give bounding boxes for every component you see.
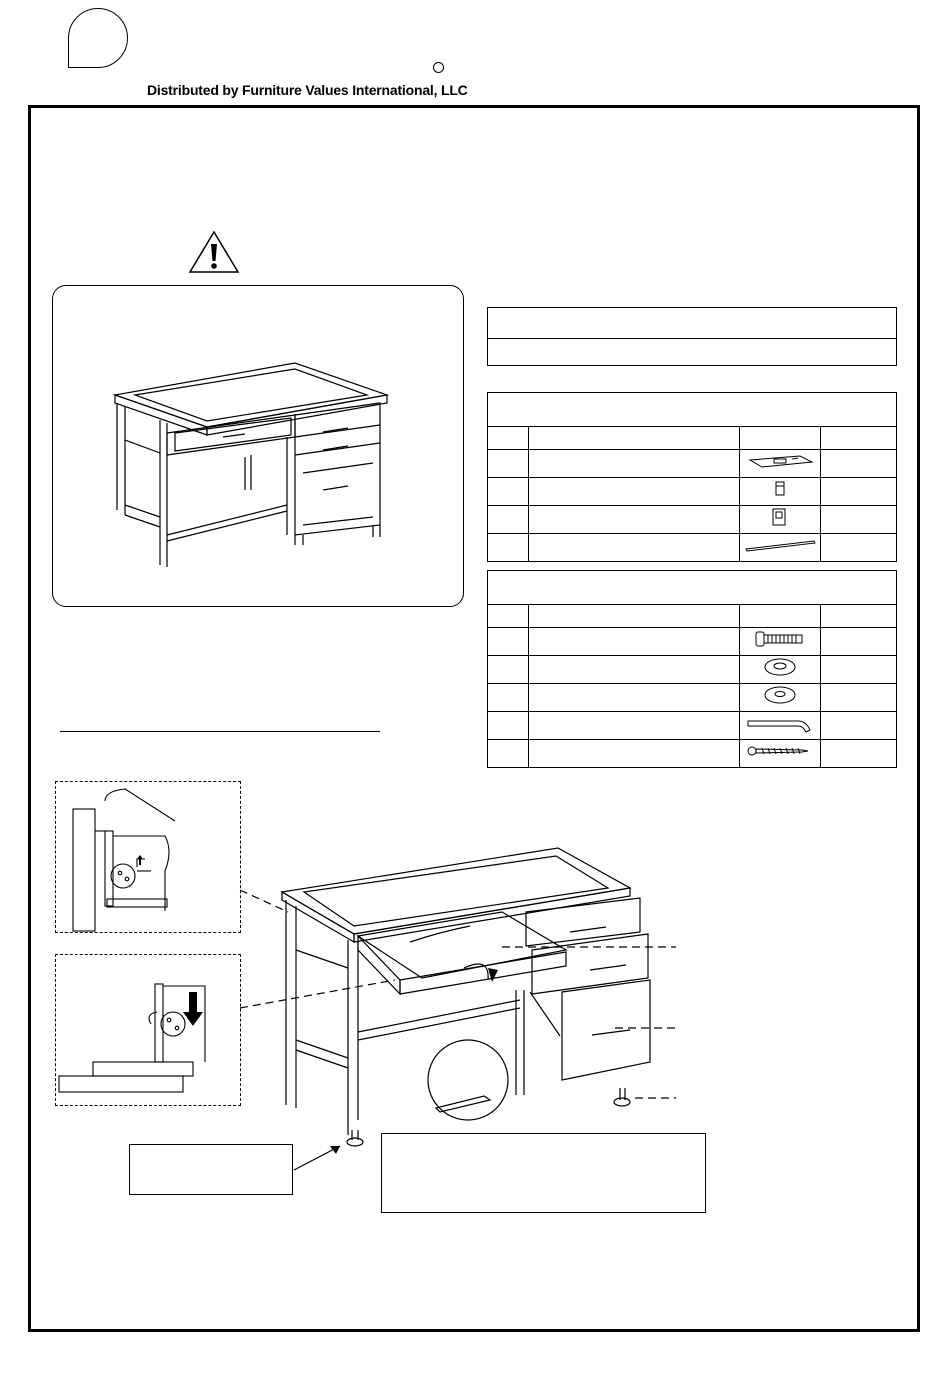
desk-overview-illustration <box>105 355 395 570</box>
logo-icon <box>68 8 128 68</box>
part-panel-icon <box>740 450 821 478</box>
flat-washer-icon <box>740 684 821 712</box>
wood-screw-icon <box>740 740 821 768</box>
desk-assembly-illustration <box>240 840 690 1130</box>
drawer-slide-detail-illustration <box>55 781 241 933</box>
assembly-note-box <box>381 1133 706 1213</box>
lock-washer-icon <box>740 656 821 684</box>
part-bracket-icon <box>740 478 821 506</box>
drawer-insert-detail-illustration <box>55 954 241 1106</box>
section-underline <box>60 731 380 732</box>
registered-mark-icon <box>433 62 444 73</box>
part-clip-icon <box>740 506 821 534</box>
distributor-line: Distributed by Furniture Values International, LLC <box>147 82 468 98</box>
parts-table <box>487 392 897 562</box>
leveler-note-box <box>129 1144 293 1195</box>
info-table <box>487 307 897 366</box>
allen-key-icon <box>740 712 821 740</box>
hardware-table <box>487 570 897 768</box>
part-rail-icon <box>740 534 821 562</box>
warning-triangle-icon <box>188 230 240 274</box>
bolt-icon <box>740 628 821 656</box>
